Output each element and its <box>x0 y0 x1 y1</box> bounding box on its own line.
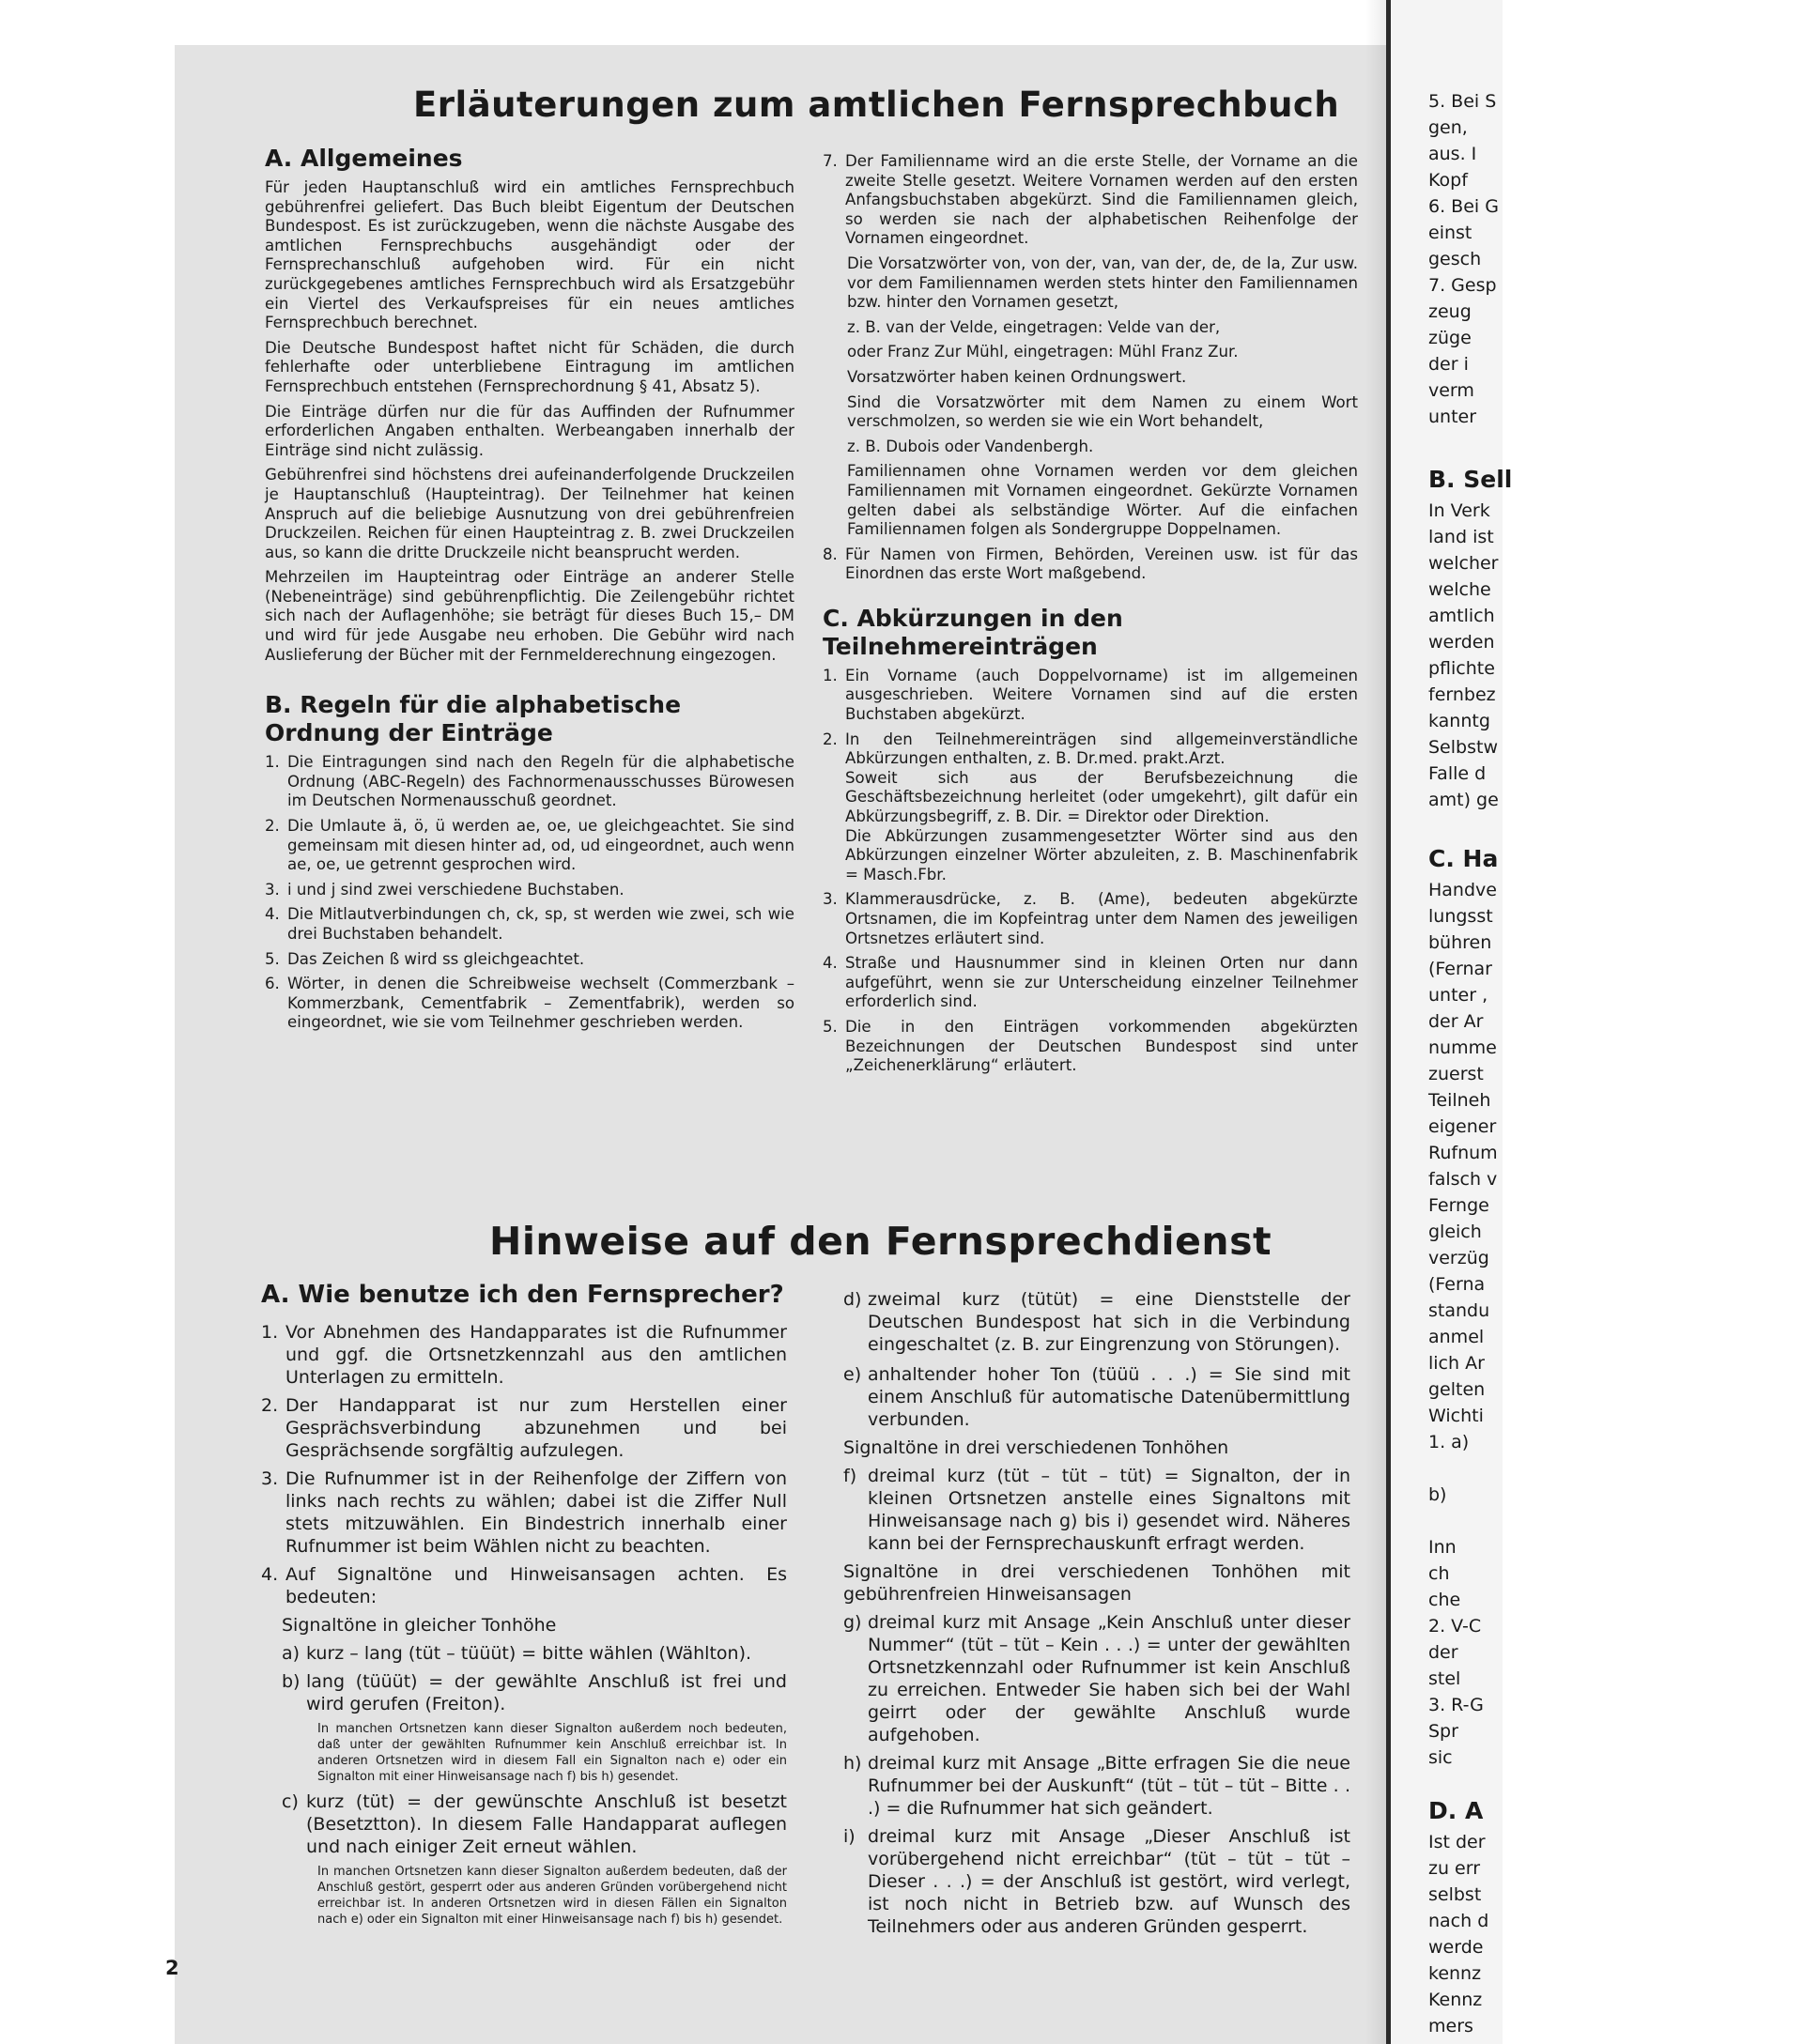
subheading: Signaltöne in drei verschiedenen Tonhöhen <box>843 1437 1229 1458</box>
list-item <box>265 905 794 944</box>
item-text: anhaltender hoher Ton (tüüü . . .) = Sie sind mit einem Anschluß für automatische Datenübermittlung verbunden. <box>868 1364 1350 1430</box>
fragment-line: gesch <box>1428 249 1482 269</box>
fragment-line: numme <box>1428 1037 1497 1058</box>
item-text: zweimal kurz (tütüt) = eine Dienststelle der Deutschen Bundespost hat sich in die Verbindung eingeschaltet (z. B. zur Eingrenzung von Störungen). <box>868 1289 1350 1355</box>
fragment-line: Ist der <box>1428 1832 1486 1852</box>
item-text: dreimal kurz mit Ansage „Bitte erfragen Sie die neue Rufnummer bei der Auskunft“ (tüt – tüt – tüt – Bitte . . .) = die Rufnummer hat sich geändert. <box>868 1753 1350 1819</box>
item-letter: e) <box>843 1364 862 1385</box>
left-column-top <box>265 145 794 1038</box>
title-erlaeuterungen: Erläuterungen zum amtlichen Fernsprechbuch <box>413 85 1340 125</box>
fragment-line <box>1428 1510 1804 1532</box>
next-page-text <box>1428 90 1804 2041</box>
fragment-line: verm <box>1428 380 1474 401</box>
heading-c-abkuerzungen: C. Abkürzungen in den Teilnehmereinträgen <box>823 604 1123 660</box>
fragment-line: stel <box>1428 1668 1461 1689</box>
fragment-line: kanntg <box>1428 711 1490 731</box>
fragment-line: anmel <box>1428 1327 1485 1347</box>
list-item <box>265 950 794 970</box>
list-item <box>261 1468 787 1558</box>
subheading: Signaltöne in gleicher Tonhöhe <box>282 1615 557 1637</box>
item-number: 7. <box>823 152 838 170</box>
item-text: Die Eintragungen sind nach den Regeln für die alphabetische Ordnung (ABC-Regeln) des Fachnormenausschusses Bürowesen im Deutschen Normenausschuß geordnet. <box>287 753 794 810</box>
item-text: Die Abkürzungen zusammengesetzter Wörter sind aus den Abkürzungen einzelner Wörter abzuleiten, z. B. Maschinenfabrik = Masch.Fbr. <box>845 826 1358 884</box>
item-number: 3. <box>261 1468 279 1490</box>
fragment-line: der Ar <box>1428 1011 1484 1032</box>
item-letter: d) <box>843 1289 862 1310</box>
item-text: Wörter, in denen die Schreibweise wechselt (Commerzbank – Kommerzbank, Cementfabrik – Zementfabrik), werden so eingeordnet, wie sie vom Teilnehmer geschrieben werden. <box>287 975 794 1032</box>
item-number: 2. <box>823 730 838 748</box>
fragment-line: che <box>1428 1590 1461 1610</box>
paragraph: Familiennamen ohne Vornamen werden vor dem gleichen Familiennamen mit Vornamen eingeordnet. Gekürzte Vornamen gelten dabei als selbständige Wörter. Auf die einfachen Familiennamen folgen als Sondergruppe Doppelnamen. <box>847 462 1358 539</box>
fragment-line: der i <box>1428 354 1469 375</box>
list-item <box>823 152 1358 249</box>
fragment-line: kennz <box>1428 1963 1482 1984</box>
fragment-line: Spr <box>1428 1721 1458 1742</box>
fragment-line: 7. Gesp <box>1428 275 1497 296</box>
list-item <box>261 1563 787 1608</box>
item-text: Die Umlaute ä, ö, ü werden ae, oe, ue gleichgeachtet. Sie sind gemeinsam mit diesen hinter ad, od, ud eingeordnet, auch wenn ae, oe, ue getrennt gesprochen wird. <box>287 817 794 874</box>
paragraph: Vorsatzwörter haben keinen Ordnungswert. <box>847 367 1187 386</box>
item-text: Klammerausdrücke, z. B. (Ame), bedeuten abgekürzte Ortsnamen, die im Kopfeintrag unter dem Namen des jeweiligen Ortsnetzes erläutert sind. <box>845 890 1358 947</box>
item-number: 5. <box>823 1017 838 1036</box>
fragment-line: lungsst <box>1428 906 1493 927</box>
fragment-line: selbst <box>1428 1884 1482 1905</box>
fragment-line: nach d <box>1428 1911 1489 1931</box>
item-text: Die Rufnummer ist in der Reihenfolge der Ziffern von links nach rechts zu wählen; dabei ist die Ziffer Null stets mitzuwählen. Ein Bindestrich innerhalb einer Rufnummer ist beim Wählen nicht zu beachten. <box>285 1468 787 1558</box>
item-letter: i) <box>843 1826 856 1847</box>
fragment-lines-top <box>1428 90 1804 428</box>
list-item <box>823 890 1358 948</box>
fragment-line: 3. R-G <box>1428 1695 1484 1715</box>
list-item <box>261 1394 787 1462</box>
fragment-line: mers <box>1428 2016 1473 2036</box>
left-column-bottom <box>261 1281 787 1933</box>
item-text: Auf Signaltöne und Hinweisansagen achten. Es bedeuten: <box>285 1564 787 1608</box>
fragment-line: werden <box>1428 632 1495 653</box>
fragment-line: zuerst <box>1428 1064 1484 1084</box>
list-item <box>823 1018 1358 1076</box>
item-text: Ein Vorname (auch Doppelvorname) ist im allgemeinen ausgeschrieben. Weitere Vornamen sind auf die ersten Buchstaben abgekürzt. <box>845 666 1358 724</box>
fragment-line: zu err <box>1428 1858 1481 1879</box>
fragment-line: (Fernar <box>1428 959 1492 979</box>
fragment-line: land ist <box>1428 527 1494 547</box>
fragment-lines-d <box>1428 1831 1804 2037</box>
fragment-line: aus. I <box>1428 144 1477 164</box>
paragraph: Sind die Vorsatzwörter mit dem Namen zu einem Wort verschmolzen, so werden sie wie ein Wort behandelt, <box>847 392 1358 431</box>
fragment-line: gleich <box>1428 1222 1482 1242</box>
item-letter: b) <box>282 1671 301 1693</box>
fragment-lines-c <box>1428 879 1804 1769</box>
item-text: lang (tüüüt) = der gewählte Anschluß ist frei und wird gerufen (Freiton). <box>306 1671 787 1715</box>
fragment-line: In Verk <box>1428 500 1490 521</box>
sub-item <box>843 1465 1350 1555</box>
item-number: 8. <box>823 545 838 563</box>
fragment-line: Rufnum <box>1428 1143 1498 1163</box>
fragment-line: Selbstw <box>1428 737 1498 758</box>
sub-item <box>282 1670 787 1715</box>
fragment-line: unter <box>1428 407 1477 427</box>
fragment-line: Fernge <box>1428 1195 1489 1216</box>
item-letter: g) <box>843 1612 862 1633</box>
fragment-line: falsch v <box>1428 1169 1498 1190</box>
item-text: dreimal kurz mit Ansage „Kein Anschluß unter dieser Nummer“ (tüt – tüt – Kein . . .) = unter der gewählten Ortsnetzkennzahl oder Rufnummer ist kein Anschluß zu erreichen. Entweder Sie haben sich bei der Wahl geirrt oder der gewählte Anschluß wurde aufgehoben. <box>868 1612 1350 1745</box>
fragment-line: Teilneh <box>1428 1090 1491 1111</box>
fragment-line: eigener <box>1428 1116 1497 1137</box>
item-text: Das Zeichen ß wird ss gleichgeachtet. <box>287 949 585 968</box>
small-note: In manchen Ortsnetzen kann dieser Signalton außerdem bedeuten, daß der Anschluß gestört, gesperrt oder aus anderen Gründen vorübergehend nicht erreichbar ist. In anderen Ortsnetzen wird in diesen Fällen ein Signalton nach e) oder ein Signalton mit einer Hinweisansage nach f) bis h) gesendet. <box>317 1865 787 1928</box>
fragment-line: zeug <box>1428 301 1472 322</box>
item-text: i und j sind zwei verschiedene Buchstaben. <box>287 880 624 899</box>
item-text: kurz – lang (tüt – tüüüt) = bitte wählen (Wählton). <box>306 1643 752 1665</box>
fragment-line: werde <box>1428 1937 1484 1958</box>
item-letter: f) <box>843 1466 857 1486</box>
fragment-line: sic <box>1428 1747 1453 1768</box>
paragraph: Mehrzeilen im Haupteintrag oder Einträge an anderer Stelle (Nebeneinträge) sind gebührenpflichtig. Die Zeilengebühr richtet sich nach der Auflagenhöhe; sie beträgt für dieses Buch 15,– DM und wird für jede Ausgabe neu erhoben. Die Gebühr wird nach Auslieferung der Bücher mit der Fernmelderechnung eingezogen. <box>265 568 794 664</box>
item-number: 2. <box>265 817 280 836</box>
list-item <box>265 975 794 1033</box>
paragraph: Gebührenfrei sind höchstens drei aufeinanderfolgende Druckzeilen je Hauptanschluß (Haupteintrag). Der Teilnehmer hat keinen Anspruch auf die beliebige Ausnutzung von drei gebührenfreien Druckzeilen. Reichen für einen Haupteintrag z. B. zwei Druckzeilen aus, so kann die dritte Druckzeile nicht beansprucht werden. <box>265 466 794 561</box>
fragment-line: bühren <box>1428 932 1492 953</box>
sub-item <box>282 1642 787 1665</box>
fragment-line: Handve <box>1428 880 1497 900</box>
small-note: In manchen Ortsnetzen kann dieser Signalton außerdem noch bedeuten, daß unter der gewählten Rufnummer kein Anschluß erreichbar ist. In anderen Ortsnetzen wird in diesem Fall ein Signalton nach e) oder ein Signalton mit einer Hinweisansage nach f) bis h) gesendet. <box>317 1722 787 1785</box>
fragment-line: b) <box>1428 1484 1447 1505</box>
item-number: 3. <box>265 880 280 899</box>
sub-item <box>843 1363 1350 1431</box>
sub-item <box>282 1790 787 1858</box>
right-column-top <box>823 152 1358 1082</box>
item-number: 1. <box>823 666 838 684</box>
heading-b-regeln: B. Regeln für die alphabetische Ordnung der Einträge <box>265 691 682 747</box>
fragment-line: unter , <box>1428 985 1488 1006</box>
item-text: In den Teilnehmereinträgen sind allgemeinverständliche Abkürzungen enthalten, z. B. Dr.med. prakt.Arzt. <box>845 730 1358 768</box>
item-body <box>845 730 1358 885</box>
sub-item <box>843 1288 1350 1356</box>
item-letter: h) <box>843 1753 862 1774</box>
item-letter: a) <box>282 1643 301 1665</box>
item-text: dreimal kurz mit Ansage „Dieser Anschluß ist vorübergehend nicht erreichbar“ (tüt – tüt – tüt – Dieser . . .) = der Anschluß ist gestört, wird verlegt, ist noch nicht in Betrieb bzw. auf Wunsch des Teilnehmers oder aus anderen Gründen gesperrt. <box>868 1826 1350 1937</box>
fragment-line <box>1428 1457 1804 1480</box>
fragment-line: Kopf <box>1428 170 1468 191</box>
item-number: 6. <box>265 975 280 993</box>
item-number: 3. <box>823 890 838 909</box>
list-item <box>823 546 1358 584</box>
fragment-lines-b <box>1428 499 1804 811</box>
page-number: 2 <box>165 1957 179 1979</box>
item-text: Soweit sich aus der Berufsbezeichnung die Geschäftsbezeichnung herleitet (oder umgekehrt), gilt dafür ein Abkürzungsbegriff, z. B. Dir. = Direktor oder Direktion. <box>845 768 1358 826</box>
item-number: 1. <box>261 1322 279 1344</box>
item-text: Die in den Einträgen vorkommenden abgekürzten Bezeichnungen der Deutschen Bundespost sind unter „Zeichenerklärung“ erläutert. <box>845 1017 1358 1075</box>
page-fold-shadow <box>1365 0 1386 2044</box>
list-item <box>823 730 1358 885</box>
item-number: 1. <box>265 753 280 772</box>
fragment-line: ch <box>1428 1563 1450 1584</box>
list-item <box>265 817 794 875</box>
sub-item <box>843 1611 1350 1746</box>
item-number: 4. <box>261 1564 279 1586</box>
fragment-line: gen, <box>1428 117 1468 138</box>
fragment-heading-b: B. Sell <box>1428 466 1513 493</box>
item-number: 5. <box>265 949 280 968</box>
subheading: Signaltöne in drei verschiedenen Tonhöhen mit gebührenfreien Hinweisansagen <box>843 1561 1350 1605</box>
paragraph: Für jeden Hauptanschluß wird ein amtliches Fernsprechbuch gebührenfrei geliefert. Das Buch bleibt Eigentum der Deutschen Bundespost. Es ist zurückzugeben, wenn die nächste Ausgabe des amtlichen Fernsprechbuchs ausgehändigt oder der Fernsprechanschluß aufgehoben wird. Für ein nicht zurückgegebenes amtliches Fernsprechbuch wird als Ersatzgebühr ein Viertel des Verkaufspreises für ein neues amtliches Fernsprechbuch berechnet. <box>265 178 794 332</box>
fragment-line: Kennz <box>1428 1990 1483 2010</box>
fragment-line: standu <box>1428 1300 1490 1321</box>
paragraph: Die Vorsatzwörter von, von der, van, van der, de, de la, Zur usw. vor dem Familiennamen werden stets hinter den Familiennamen bzw. hinter den Vornamen gesetzt, <box>847 254 1358 312</box>
fragment-heading-d: D. A <box>1428 1797 1484 1824</box>
fragment-line: der <box>1428 1642 1458 1663</box>
item-number: 4. <box>265 905 280 924</box>
item-text: Vor Abnehmen des Handapparates ist die Rufnummer und ggf. die Ortsnetzkennzahl aus den amtlichen Unterlagen zu ermitteln. <box>285 1322 787 1389</box>
item-number: 4. <box>823 954 838 973</box>
fragment-line: 6. Bei G <box>1428 196 1499 217</box>
list-item <box>265 753 794 811</box>
fragment-line: pflichte <box>1428 658 1495 679</box>
example: z. B. Dubois oder Vandenbergh. <box>847 437 1094 455</box>
example: z. B. van der Velde, eingetragen: Velde van der, <box>847 317 1221 336</box>
fragment-line: (Ferna <box>1428 1274 1486 1295</box>
item-text: dreimal kurz (tüt – tüt – tüt) = Signalton, der in kleinen Ortsnetzen anstelle eines Signaltons mit Hinweisansage nach g) bis i) gesendet wird. Näheres kann bei der Fernsprechauskunft erfragt werden. <box>868 1466 1350 1554</box>
fragment-line: 2. V-C <box>1428 1616 1482 1637</box>
heading-a-fernsprecher: A. Wie benutze ich den Fernsprecher? <box>261 1281 784 1309</box>
fragment-line: fernbez <box>1428 684 1496 705</box>
item-text: Für Namen von Firmen, Behörden, Vereinen usw. ist für das Einordnen das erste Wort maßgebend. <box>845 545 1358 583</box>
fragment-line: Falle d <box>1428 763 1487 784</box>
fragment-line: welcher <box>1428 553 1499 574</box>
item-letter: c) <box>282 1791 299 1813</box>
paragraph: Die Einträge dürfen nur die für das Auffinden der Rufnummer erforderlichen Angaben enthalten. Werbeangaben innerhalb der Einträge sind nicht zulässig. <box>265 402 794 459</box>
fragment-line: Inn <box>1428 1537 1457 1558</box>
fragment-line: gelten <box>1428 1379 1486 1400</box>
fragment-line: einst <box>1428 223 1472 243</box>
item-number: 2. <box>261 1395 279 1417</box>
item-text: Der Handapparat ist nur zum Herstellen einer Gesprächsverbindung abzunehmen und bei Gesprächsende sorgfältig aufzulegen. <box>285 1395 787 1462</box>
fragment-line: lich Ar <box>1428 1353 1485 1374</box>
next-page-fragment <box>1391 0 1513 2044</box>
item-text: Straße und Hausnummer sind in kleinen Orten nur dann aufgeführt, wenn sie zur Unterscheidung einzelner Teilnehmer erforderlich sind. <box>845 954 1358 1011</box>
list-item <box>823 667 1358 725</box>
fragment-line: 5. Bei S <box>1428 91 1497 112</box>
heading-a-allgemeines: A. Allgemeines <box>265 145 463 172</box>
fragment-line: amtlich <box>1428 606 1495 626</box>
fragment-line: welche <box>1428 579 1491 600</box>
sub-item <box>843 1825 1350 1938</box>
fragment-line: züge <box>1428 328 1472 348</box>
paragraph: Die Deutsche Bundespost haftet nicht für Schäden, die durch fehlerhafte oder unterbliebene Eintragung im amtlichen Fernsprechbuch entstehen (Fernsprechordnung § 41, Absatz 5). <box>265 338 794 395</box>
right-column-bottom <box>843 1288 1350 1944</box>
item-text: kurz (tüt) = der gewünschte Anschluß ist besetzt (Besetztton). In diesem Falle Handapparat auflegen und nach einiger Zeit erneut wählen. <box>306 1791 787 1858</box>
title-hinweise: Hinweise auf den Fernsprechdienst <box>489 1219 1272 1264</box>
fragment-line: verzüg <box>1428 1248 1489 1268</box>
list-item <box>261 1321 787 1389</box>
rules-list <box>265 753 794 1033</box>
item-text: Der Familienname wird an die erste Stelle, der Vorname an die zweite Stelle gesetzt. Weitere Vornamen werden auf den ersten Anfangsbuchstaben abgekürzt. Sind die Familiennamen gleich, so werden sie nach der alphabetischen Reihenfolge der Vornamen eingeordnet. <box>845 152 1358 248</box>
fragment-line: Wichti <box>1428 1406 1484 1426</box>
fragment-line: amt) ge <box>1428 790 1499 810</box>
list-item <box>823 954 1358 1012</box>
fragment-heading-c: C. Ha <box>1428 845 1499 872</box>
sub-item <box>843 1752 1350 1820</box>
fragment-line: 1. a) <box>1428 1432 1470 1452</box>
item-text: Die Mitlautverbindungen ch, ck, sp, st werden wie zwei, sch wie drei Buchstaben behandelt. <box>287 905 794 943</box>
list-item <box>265 881 794 900</box>
example: oder Franz Zur Mühl, eingetragen: Mühl Franz Zur. <box>847 343 1239 361</box>
